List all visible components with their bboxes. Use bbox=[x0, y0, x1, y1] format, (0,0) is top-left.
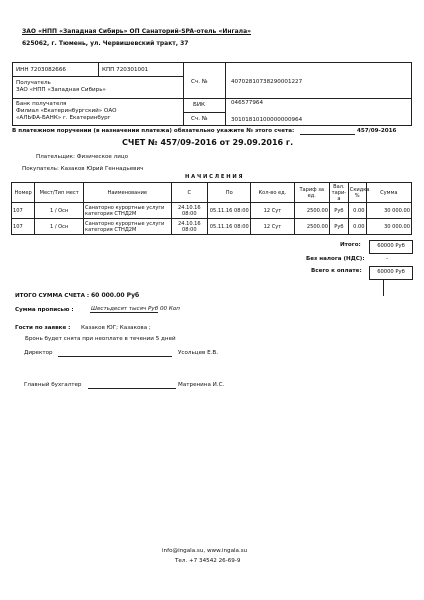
total-value: 60000 bbox=[377, 243, 394, 249]
account-number: 40702810738290001227 bbox=[231, 79, 303, 85]
recipient-label: Получатель bbox=[16, 80, 51, 86]
col-name: Наименование bbox=[84, 183, 172, 203]
company-address: 625062, г. Тюмень, ул. Червишевский тракт, 37 bbox=[22, 40, 189, 47]
cell-to: 05.11.16 08:00 bbox=[208, 219, 251, 235]
cell-number: 107 bbox=[12, 219, 35, 235]
section-title: Н А Ч И С Л Е Н И Я bbox=[185, 174, 243, 180]
cell-discount: 0.00 bbox=[348, 203, 366, 219]
bik-label: БИК bbox=[193, 102, 205, 108]
footer-contacts: info@ingala.su, www.ingala.su bbox=[162, 548, 248, 554]
col-discount: Скидка % bbox=[348, 183, 366, 203]
cell-place: 1 / Осн bbox=[35, 219, 84, 235]
bank-name-line1: Филиал «Екатеринбургский» ОАО bbox=[16, 108, 117, 114]
director-name: Усольцев Е.В. bbox=[178, 350, 219, 356]
cell-sum: 30 000.00 bbox=[366, 203, 411, 219]
account-label: Сч. № bbox=[191, 79, 208, 85]
cell-place: 1 / Осн bbox=[35, 203, 84, 219]
nds-value: - bbox=[386, 256, 389, 262]
payment-notice-number: 457/09-2016 bbox=[357, 128, 397, 134]
bik-value: 046577964 bbox=[231, 100, 264, 106]
cell-currency: Руб bbox=[329, 203, 348, 219]
company-name: ЗАО «НПП «Западная Сибирь» ОП Санаторий-SPA-отель «Ингала» bbox=[22, 28, 251, 35]
payment-notice: В платежном поручении (в назначении платежа) обязательно укажите № этого счета: bbox=[12, 128, 295, 134]
payer: Плательщик: Физическое лицо bbox=[36, 154, 129, 160]
director-label: Директор bbox=[24, 350, 53, 356]
invoice-title: СЧЕТ № 457/09-2016 от 29.09.2016 г. bbox=[122, 138, 294, 147]
charges-table bbox=[11, 182, 412, 235]
nds-label: Без налога (НДС): bbox=[306, 256, 365, 262]
director-signature-line bbox=[58, 356, 172, 357]
cell-name: Санаторно курортные услуги категория СТНД2М bbox=[84, 203, 172, 219]
cell-currency: Руб bbox=[329, 219, 348, 235]
pay-value: 60000 bbox=[377, 269, 394, 275]
col-place: Мест/Тип мест bbox=[35, 183, 84, 203]
accountant-label: Главный бухгалтер bbox=[24, 382, 82, 388]
cell-from: 24.10.16 08:00 bbox=[171, 219, 208, 235]
corr-account-number: 30101810100000000964 bbox=[231, 117, 303, 123]
cell-sum: 30 000.00 bbox=[366, 219, 411, 235]
cell-discount: 0.00 bbox=[348, 219, 366, 235]
bank-name-line2: «АЛЬФА-БАНК» г. Екатеринбург bbox=[16, 115, 111, 121]
col-sum: Сумма bbox=[366, 183, 411, 203]
accountant-signature-line bbox=[88, 388, 176, 389]
pay-label: Всего к оплате: bbox=[311, 268, 362, 274]
guests-label: Гости по заявке : bbox=[15, 325, 71, 331]
cell-number: 107 bbox=[12, 203, 35, 219]
sum-label: ИТОГО СУММА СЧЕТА : bbox=[15, 293, 90, 299]
col-number: Номер bbox=[12, 183, 35, 203]
total-currency: Руб bbox=[395, 243, 405, 249]
cell-qty: 12 Сут bbox=[251, 219, 294, 235]
sum-value: 60 000.00 Руб bbox=[91, 292, 140, 299]
buyer: Покупатель: Казаков Юрий Геннадьевич bbox=[22, 166, 144, 172]
words-underline bbox=[90, 312, 158, 313]
accountant-name: Матренина И.С. bbox=[178, 382, 225, 388]
corr-account-label: Сч. № bbox=[191, 116, 208, 122]
inn: ИНН 7203082666 bbox=[16, 67, 66, 73]
cell-rate: 2500.00 bbox=[294, 203, 329, 219]
table-row bbox=[12, 219, 412, 235]
recipient-name: ЗАО «НПП «Западная Сибирь» bbox=[16, 87, 106, 93]
bank-label: Банк получателя bbox=[16, 101, 67, 107]
col-currency: Вал. тари-а bbox=[329, 183, 348, 203]
pay-currency: Руб bbox=[395, 269, 405, 275]
pay-box-tick bbox=[383, 280, 384, 296]
cell-name: Санаторно курортные услуги категория СТНД2М bbox=[84, 219, 172, 235]
cell-to: 05.11.16 08:00 bbox=[208, 203, 251, 219]
pay-box bbox=[369, 266, 413, 280]
cell-rate: 2500.00 bbox=[294, 219, 329, 235]
kpp: КПП 720301001 bbox=[102, 67, 149, 73]
table-header-row bbox=[12, 183, 412, 203]
col-qty: Кол-во ед. bbox=[251, 183, 294, 203]
notice-underline bbox=[300, 134, 355, 135]
total-box bbox=[369, 240, 413, 254]
col-to: По bbox=[208, 183, 251, 203]
words-label: Сумма прописью : bbox=[15, 307, 74, 313]
col-rate: Тариф за ед. bbox=[294, 183, 329, 203]
cell-from: 24.10.16 08:00 bbox=[171, 203, 208, 219]
booking-note: Бронь будет снята при неоплате в течении 5 дней bbox=[25, 336, 176, 342]
table-row bbox=[12, 203, 412, 219]
words-value: Шестьдесят тысяч Руб 00 Коп bbox=[91, 306, 180, 312]
guests-value: Казаков ЮГ; Казакова ; bbox=[81, 325, 151, 331]
cell-qty: 12 Сут bbox=[251, 203, 294, 219]
total-label: Итого: bbox=[340, 242, 361, 248]
bank-details-table bbox=[12, 62, 412, 126]
footer-phone: Тел. +7 34542 26-69-9 bbox=[175, 558, 241, 564]
col-from: С bbox=[171, 183, 208, 203]
